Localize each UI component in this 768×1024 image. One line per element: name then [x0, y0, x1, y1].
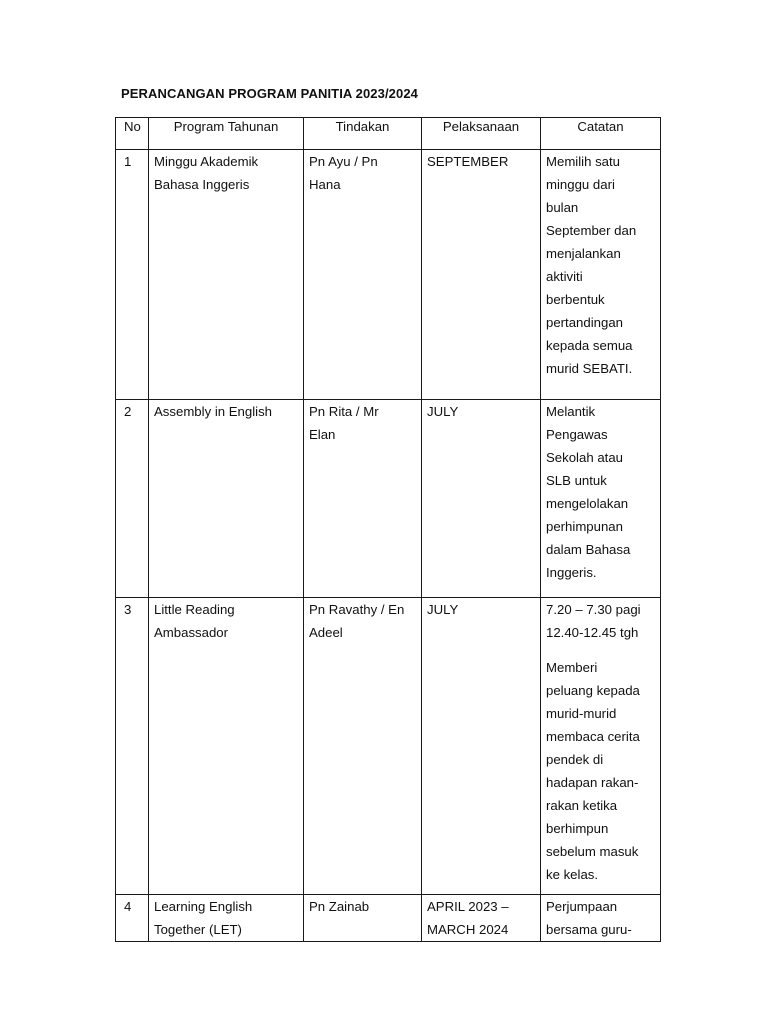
page-title: PERANCANGAN PROGRAM PANITIA 2023/2024 [121, 86, 418, 101]
table-row [116, 598, 661, 895]
column-header-program: Program Tahunan [149, 118, 304, 150]
cell-pelaksanaan: JULY [422, 598, 541, 895]
cell-no: 3 [116, 598, 149, 895]
cell-pelaksanaan: APRIL 2023 – MARCH 2024 [422, 895, 541, 942]
column-header-catatan: Catatan [541, 118, 661, 150]
cell-program: Little Reading Ambassador [149, 598, 304, 895]
cell-no: 4 [116, 895, 149, 942]
table-row [116, 400, 661, 598]
catatan-time: 7.20 – 7.30 pagi 12.40-12.45 tgh [546, 602, 641, 640]
cell-pelaksanaan: JULY [422, 400, 541, 598]
cell-tindakan: Pn Zainab [304, 895, 422, 942]
table-row [116, 895, 661, 942]
cell-tindakan: Pn Ayu / Pn Hana [304, 150, 422, 400]
cell-program: Assembly in English [149, 400, 304, 598]
cell-no: 2 [116, 400, 149, 598]
column-header-pelaksanaan: Pelaksanaan [422, 118, 541, 150]
catatan-description: Memberi peluang kepada murid-murid membaca cerita pendek di hadapan rakan- rakan ketika berhimpun sebelum masuk ke kelas. [546, 660, 640, 882]
header-row [116, 118, 661, 150]
cell-tindakan: Pn Rita / Mr Elan [304, 400, 422, 598]
cell-catatan [541, 598, 661, 895]
cell-pelaksanaan: SEPTEMBER [422, 150, 541, 400]
program-table [115, 117, 661, 942]
cell-program: Minggu Akademik Bahasa Inggeris [149, 150, 304, 400]
cell-catatan: Perjumpaan bersama guru- [541, 895, 661, 942]
cell-program: Learning English Together (LET) [149, 895, 304, 942]
cell-no: 1 [116, 150, 149, 400]
table-row [116, 150, 661, 400]
cell-tindakan: Pn Ravathy / En Adeel [304, 598, 422, 895]
table-header [116, 118, 661, 150]
column-header-no: No [116, 118, 149, 150]
column-header-tindakan: Tindakan [304, 118, 422, 150]
cell-catatan: Memilih satu minggu dari bulan September dan menjalankan aktiviti berbentuk pertandingan kepada semua murid SEBATI. [541, 150, 661, 400]
cell-catatan: Melantik Pengawas Sekolah atau SLB untuk mengelolakan perhimpunan dalam Bahasa Inggeris. [541, 400, 661, 598]
